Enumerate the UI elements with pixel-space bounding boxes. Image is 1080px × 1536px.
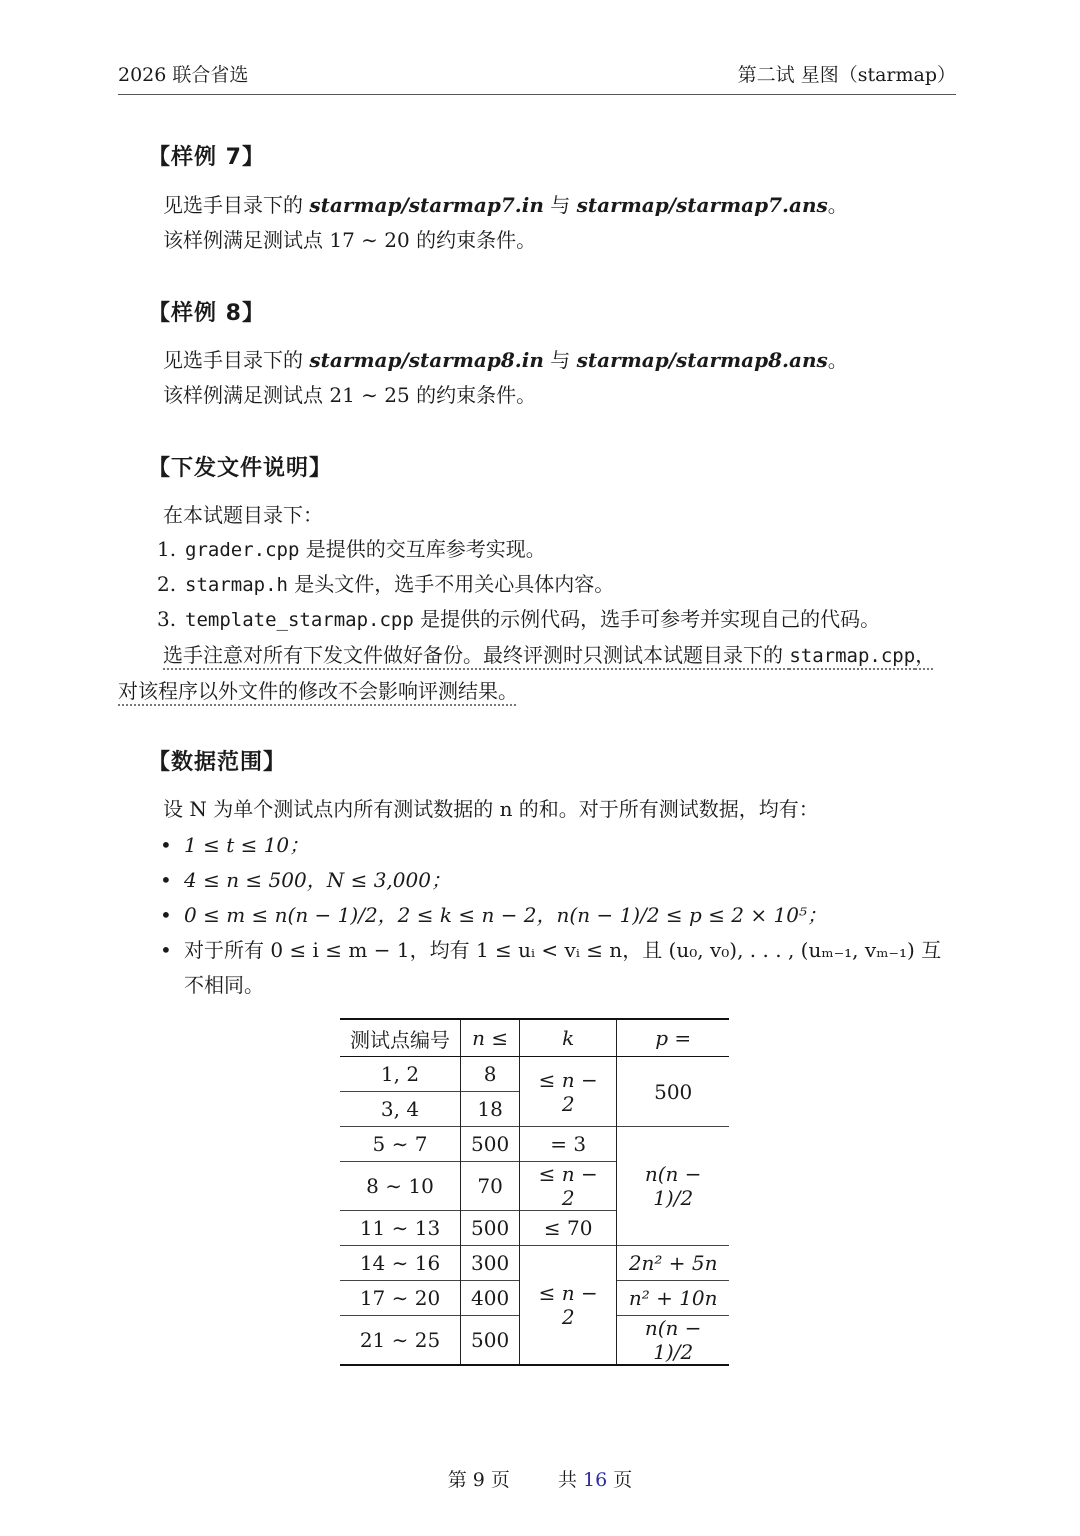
page-number: 第 9 页 bbox=[447, 1469, 510, 1491]
file-name: template_starmap.cpp bbox=[185, 609, 414, 631]
list-item: • 1 ≤ t ≤ 10； bbox=[160, 828, 941, 863]
cell-n: 500 bbox=[461, 1211, 520, 1246]
total-number: 16 bbox=[583, 1469, 608, 1491]
total-prefix: 共 bbox=[557, 1469, 584, 1491]
table-row bbox=[340, 1246, 729, 1281]
table-row bbox=[340, 1057, 729, 1092]
sample8-suffix: 。 bbox=[827, 348, 848, 372]
list-number: 3. bbox=[157, 607, 177, 631]
cell-k: ≤ n − 2 bbox=[520, 1057, 617, 1127]
sample7-files-line bbox=[163, 188, 848, 222]
cell-tests: 11 ∼ 13 bbox=[340, 1211, 461, 1246]
table-header-row bbox=[340, 1019, 729, 1057]
list-item bbox=[157, 602, 880, 637]
col-header-p: p = bbox=[617, 1019, 730, 1057]
range-title: 【数据范围】 bbox=[148, 750, 287, 775]
cell-tests: 1, 2 bbox=[340, 1057, 461, 1092]
list-item: • 对于所有 0 ≤ i ≤ m − 1，均有 1 ≤ uᵢ < vᵢ ≤ n，且 (u₀, v₀), . . . , (uₘ₋₁, vₘ₋₁) 互 bbox=[160, 933, 941, 968]
total-suffix: 页 bbox=[607, 1469, 633, 1491]
cell-n: 400 bbox=[461, 1281, 520, 1316]
cell-tests: 14 ∼ 16 bbox=[340, 1246, 461, 1281]
file-desc: 是头文件，选手不用关心具体内容。 bbox=[287, 572, 615, 596]
sample7-prefix: 见选手目录下的 bbox=[163, 193, 310, 217]
note-text: 选手注意对所有下发文件做好备份。最终评测时只测试本试题目录下的 bbox=[163, 643, 790, 667]
col-header-n: n ≤ bbox=[461, 1019, 520, 1057]
list-item bbox=[157, 532, 880, 567]
sample7-ans-file: starmap/starmap7.ans bbox=[576, 193, 828, 217]
file-desc: 是提供的示例代码，选手可参考并实现自己的代码。 bbox=[413, 607, 881, 631]
files-title: 【下发文件说明】 bbox=[148, 456, 333, 481]
list-item bbox=[157, 567, 880, 602]
cell-tests: 21 ∼ 25 bbox=[340, 1316, 461, 1366]
cell-p: n(n − 1)/2 bbox=[617, 1127, 730, 1246]
cell-tests: 8 ∼ 10 bbox=[340, 1162, 461, 1211]
list-number: 1. bbox=[157, 537, 177, 561]
cell-n: 70 bbox=[461, 1162, 520, 1211]
cell-n: 300 bbox=[461, 1246, 520, 1281]
cell-k: ≤ n − 2 bbox=[520, 1246, 617, 1366]
sample8-constraint: 该样例满足测试点 21 ∼ 25 的约束条件。 bbox=[163, 383, 537, 407]
list-item: • 0 ≤ m ≤ n(n − 1)/2，2 ≤ k ≤ n − 2，n(n − 1)/2 ≤ p ≤ 2 × 10⁵； bbox=[160, 898, 941, 933]
sample8-prefix: 见选手目录下的 bbox=[163, 348, 310, 372]
backup-note bbox=[118, 638, 1008, 709]
cell-p: 2n² + 5n bbox=[617, 1246, 730, 1281]
sample8-title: 【样例 8】 bbox=[148, 301, 265, 326]
note-line-2: 对该程序以外文件的修改不会影响评测结果。 bbox=[118, 679, 518, 703]
file-name: grader.cpp bbox=[185, 539, 300, 561]
file-desc: 是提供的交互库参考实现。 bbox=[299, 537, 546, 561]
cell-n: 8 bbox=[461, 1057, 520, 1092]
sample8-ans-file: starmap/starmap8.ans bbox=[576, 348, 828, 372]
cell-k: ≤ 70 bbox=[520, 1211, 617, 1246]
page-header bbox=[118, 60, 956, 95]
files-intro: 在本试题目录下： bbox=[163, 503, 323, 527]
sample7-in-file: starmap/starmap7.in bbox=[309, 193, 544, 217]
cell-n: 500 bbox=[461, 1127, 520, 1162]
note-file: starmap.cpp bbox=[789, 645, 916, 667]
range-intro: 设 N 为单个测试点内所有测试数据的 n 的和。对于所有测试数据，均有： bbox=[163, 797, 819, 821]
cell-n: 500 bbox=[461, 1316, 520, 1366]
note-comma: ， bbox=[915, 643, 936, 667]
cell-tests: 3, 4 bbox=[340, 1092, 461, 1127]
col-header-k: k bbox=[520, 1019, 617, 1057]
note-line-1 bbox=[118, 638, 1008, 674]
list-item-continuation: 不相同。 bbox=[184, 973, 264, 997]
range-bullets bbox=[160, 828, 941, 1003]
cell-p: 500 bbox=[617, 1057, 730, 1127]
cell-p: n² + 10n bbox=[617, 1281, 730, 1316]
page-footer bbox=[0, 1465, 1080, 1492]
sample7-constraint: 该样例满足测试点 17 ∼ 20 的约束条件。 bbox=[163, 228, 537, 252]
list-item: • 4 ≤ n ≤ 500，N ≤ 3,000； bbox=[160, 863, 941, 898]
cell-k: = 3 bbox=[520, 1127, 617, 1162]
col-header-tests: 测试点编号 bbox=[340, 1019, 461, 1057]
sample8-files-line bbox=[163, 343, 848, 377]
sample7-title: 【样例 7】 bbox=[148, 145, 265, 170]
total-pages bbox=[558, 1469, 632, 1491]
files-list bbox=[157, 532, 880, 637]
header-problem: 第二试 星图（starmap） bbox=[737, 64, 956, 86]
sample8-in-file: starmap/starmap8.in bbox=[309, 348, 544, 372]
sample7-suffix: 。 bbox=[827, 193, 848, 217]
list-number: 2. bbox=[157, 572, 177, 596]
sample7-mid: 与 bbox=[543, 193, 577, 217]
constraints-table bbox=[340, 1018, 729, 1366]
table-row bbox=[340, 1127, 729, 1162]
header-contest: 2026 联合省选 bbox=[118, 64, 249, 86]
file-name: starmap.h bbox=[185, 574, 288, 596]
cell-n: 18 bbox=[461, 1092, 520, 1127]
cell-tests: 17 ∼ 20 bbox=[340, 1281, 461, 1316]
cell-tests: 5 ∼ 7 bbox=[340, 1127, 461, 1162]
cell-k: ≤ n − 2 bbox=[520, 1162, 617, 1211]
sample8-mid: 与 bbox=[543, 348, 577, 372]
cell-p: n(n − 1)/2 bbox=[617, 1316, 730, 1366]
